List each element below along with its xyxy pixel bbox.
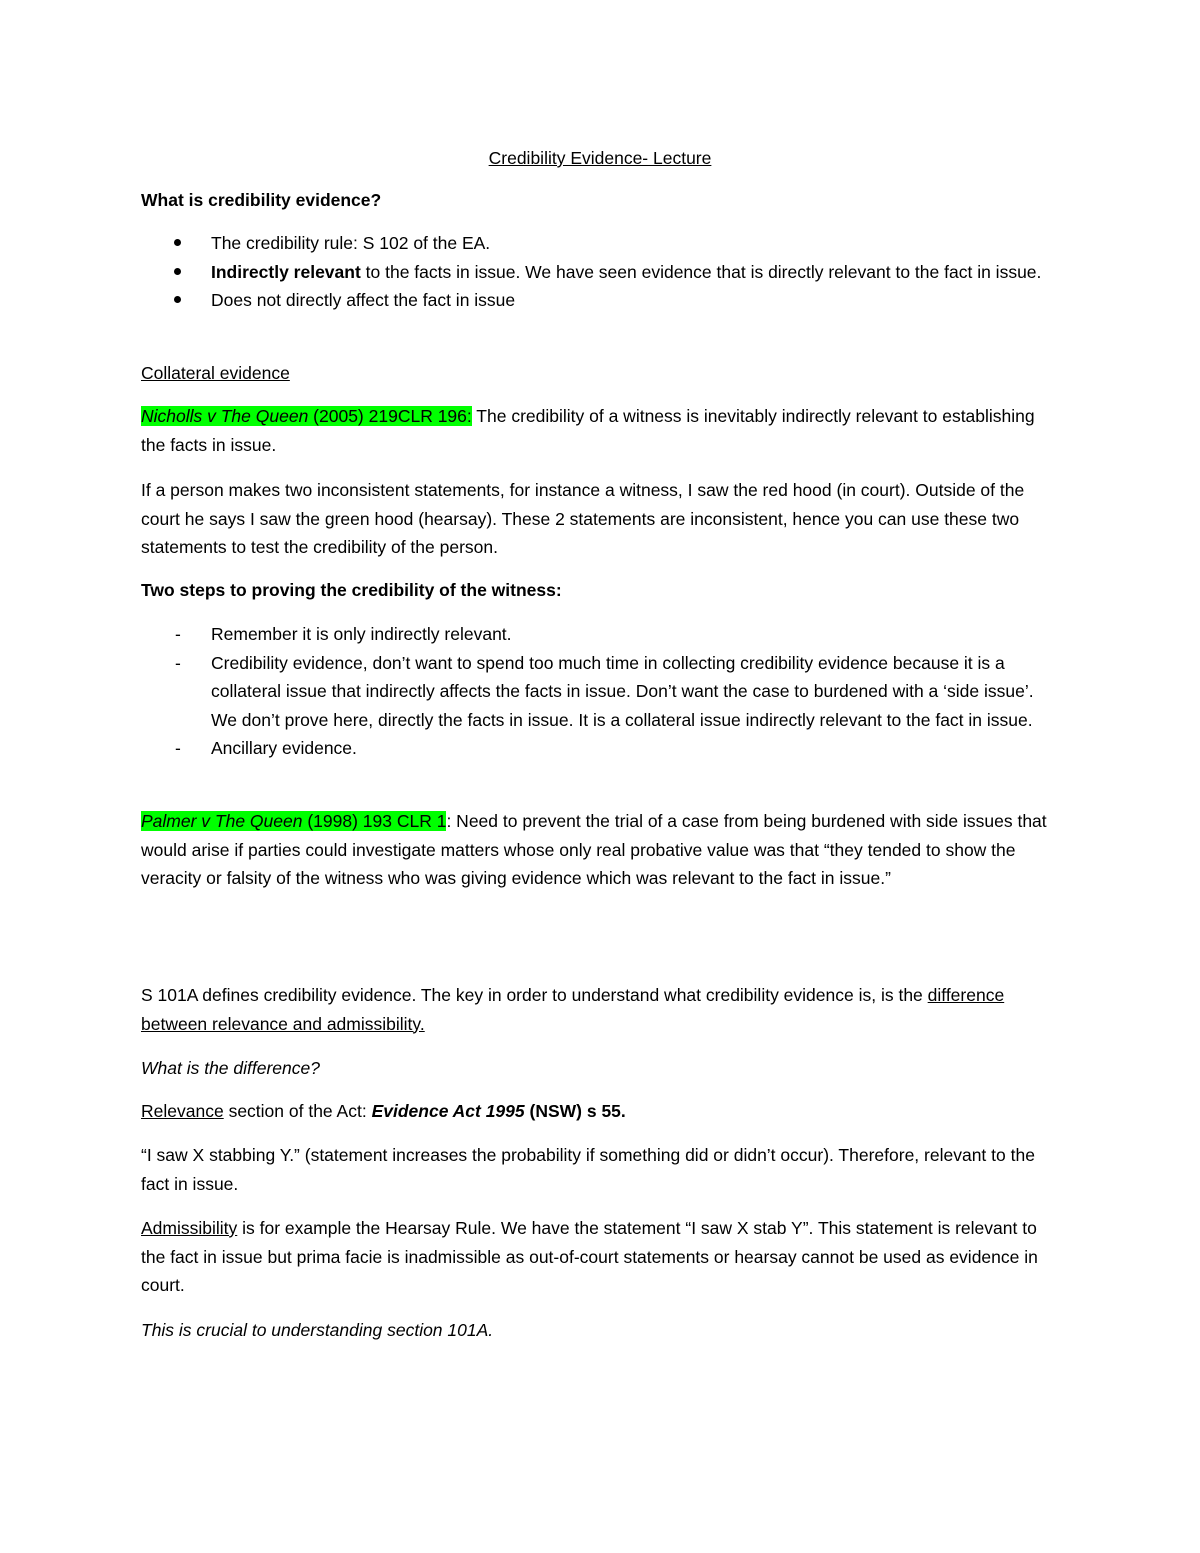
list-item (141, 258, 1061, 287)
bullet-list (141, 229, 1061, 315)
bullet-icon (174, 296, 181, 303)
bullet-icon (174, 239, 181, 246)
case-highlight (141, 406, 472, 426)
dash-text: Remember it is only indirectly relevant. (211, 624, 512, 644)
relevance-text: section of the Act: (223, 1101, 372, 1121)
s101a-text: S 101A defines credibility evidence. The key in order to understand what credibility evidence is, is the (141, 985, 928, 1005)
admissibility-text: is for example the Hearsay Rule. We have the statement “I saw X stab Y”. This statement is relevant to the fact in issue but prima facie is inadmissible as out-of-court statements or hearsay cannot be used as evidence in court. (141, 1218, 1038, 1295)
bullet-bold-text: Indirectly relevant (211, 261, 361, 282)
list-item (141, 649, 1061, 735)
s101a-paragraph (141, 981, 1061, 1038)
list-item (141, 620, 1061, 649)
s101a-underlined: difference between relevance and admissibility. (141, 985, 1005, 1034)
list-item (141, 734, 1061, 763)
dash-icon: - (175, 652, 181, 673)
section-heading-collateral (141, 359, 1061, 388)
case-name: Palmer v The Queen (141, 811, 303, 831)
stabbing-paragraph: “I saw X stabbing Y.” (statement increases the probability if something did or didn’t occur). Therefore, relevant to the fact in issue. (141, 1145, 1035, 1194)
relevance-label: Relevance (141, 1101, 224, 1121)
dash-icon: - (175, 738, 181, 758)
list-item (141, 286, 1061, 315)
admissibility-label: Admissibility (141, 1218, 238, 1238)
dash-icon: - (175, 624, 181, 644)
case-citation: (2005) 219CLR 196: (308, 406, 472, 426)
admissibility-paragraph (141, 1214, 1061, 1300)
case-highlight (141, 811, 446, 831)
dash-text: Ancillary evidence. (211, 738, 357, 758)
case-text: : Need to prevent the trial of a case from being burdened with side issues that would arise if parties could investigate matters whose only real probative value was that “they tended to show the veracity or falsity of the witness who was giving evidence which was relevant to the fact in issue.” (141, 811, 1047, 888)
relevance-paragraph (141, 1097, 1061, 1126)
dash-text: Credibility evidence, don’t want to spend too much time in collecting credibility evidence because it is a collateral issue that indirectly affects the facts in issue. Don’t want the case to burdened with a ‘side issue’. We don’t prove here, directly the facts in issue. It is a collateral issue indirectly relevant to the fact in issue. (211, 652, 1034, 730)
collateral-heading-text: Collateral evidence (141, 363, 290, 383)
case-name: Nicholls v The Queen (141, 406, 309, 426)
what-difference-question: What is the difference? (141, 1058, 320, 1078)
inconsistent-statements-paragraph: If a person makes two inconsistent statements, for instance a witness, I saw the red hood (in court). Outside of the court he says I saw the green hood (hearsay). These 2 statements are inconsistent, hence you can use these two statements to test the credibility of the person. (141, 480, 1025, 557)
bullet-text: to the facts in issue. We have seen evidence that is directly relevant to the fact in issue. (360, 261, 1042, 282)
nicholls-paragraph (141, 402, 1061, 459)
question-heading: What is credibility evidence? (141, 190, 382, 210)
act-jurisdiction: (NSW) s 55. (524, 1101, 626, 1121)
bullet-text: The credibility rule: S 102 of the EA. (211, 233, 491, 253)
bullet-text: Does not directly affect the fact in issue (211, 290, 516, 310)
bullet-icon (174, 268, 181, 275)
title-text: Credibility Evidence- Lecture (488, 148, 712, 168)
crucial-note: This is crucial to understanding section 101A. (141, 1320, 494, 1340)
list-item (141, 229, 1061, 258)
dash-list (141, 620, 1061, 763)
document-title (0, 144, 1200, 172)
act-name: Evidence Act 1995 (371, 1101, 525, 1121)
palmer-paragraph (141, 807, 1061, 893)
two-steps-heading: Two steps to proving the credibility of the witness: (141, 580, 562, 600)
case-citation: (1998) 193 CLR 1 (302, 811, 447, 831)
case-text: The credibility of a witness is inevitably indirectly relevant to establishing the facts in issue. (141, 406, 1035, 455)
